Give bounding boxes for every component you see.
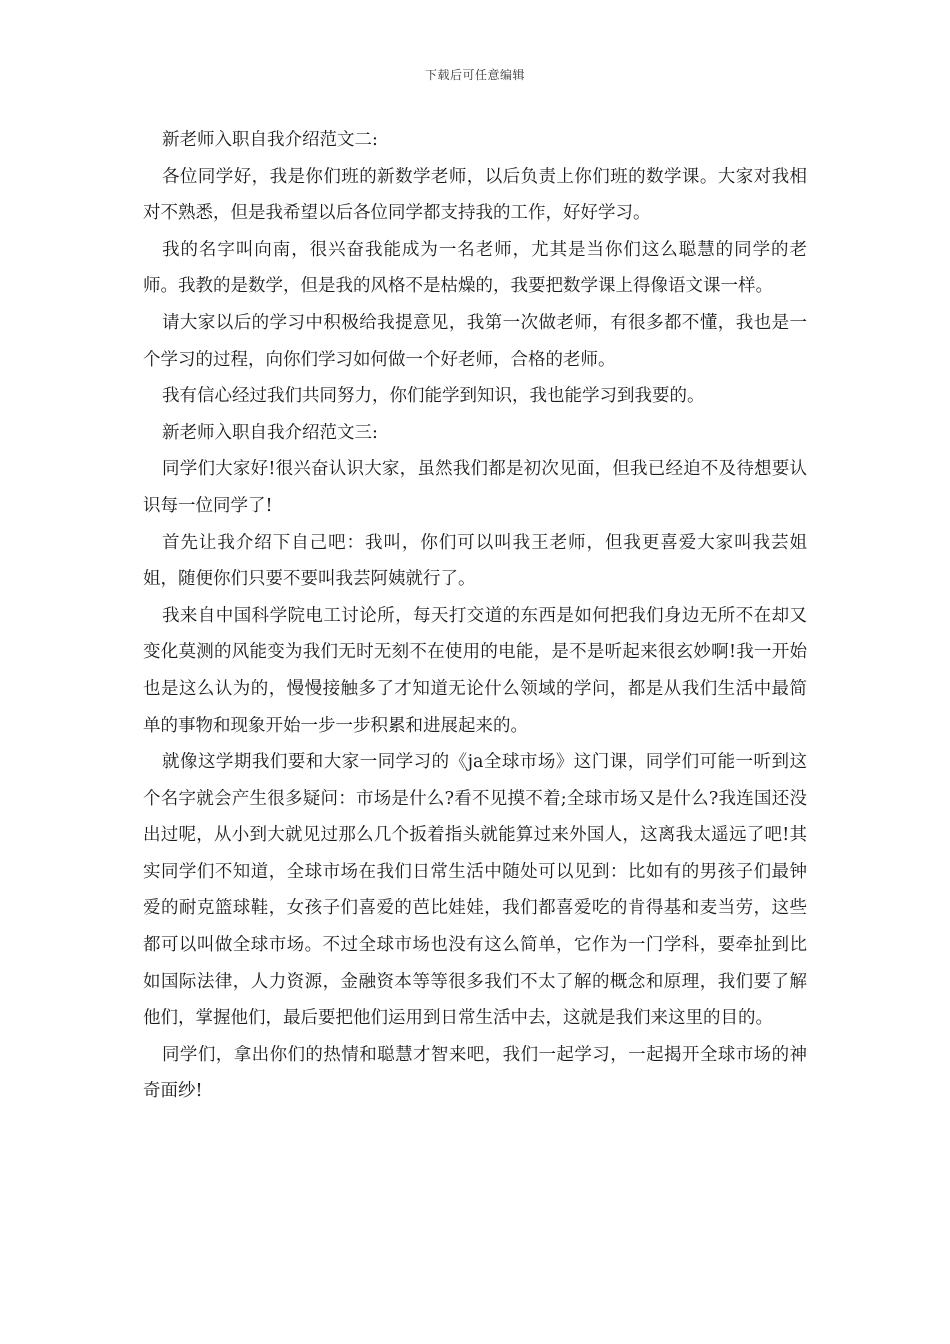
paragraph: 同学们，拿出你们的热情和聪慧才智来吧，我们一起学习，一起揭开全球市场的神奇面纱! (143, 1044, 807, 1102)
paragraph: 同学们大家好!很兴奋认识大家，虽然我们都是初次见面，但我已经迫不及待想要认识每一位同学了! (143, 459, 807, 516)
paragraph: 首先让我介绍下自己吧：我叫，你们可以叫我王老师，但我更喜爱大家叫我芸姐姐，随便你们只要不要叫我芸阿姨就行了。 (143, 532, 807, 590)
paragraph: 各位同学好，我是你们班的新数学老师，以后负责上你们班的数学课。大家对我相对不熟悉，但是我希望以后各位同学都支持我的工作，好好学习。 (143, 166, 807, 224)
paragraph: 就像这学期我们要和大家一同学习的《ja全球市场》这门课，同学们可能一听到这个名字就会产生很多疑问：市场是什么?看不见摸不着;全球市场又是什么?我连国还没出过呢，从小到大就见过那么几个扳着指头就能算过来外国人，这离我太遥远了吧!其实同学们不知道，全球市场在我们日常生活中随处可以见到：比如有的男孩子们最钟爱的耐克篮球鞋，女孩子们喜爱的芭比娃娃，我们都喜爱吃的肯得基和麦当劳，这些都可以叫做全球市场。不过全球市场也没有这么简单，它作为一门学科，要牵扯到比如国际法律，人力资源，金融资本等等很多我们不太了解的概念和原理，我们要了解他们，掌握他们，最后要把他们运用到日常生活中去，这就是我们来这里的目的。 (143, 752, 807, 1029)
paragraph: 我的名字叫向南，很兴奋我能成为一名老师，尤其是当你们这么聪慧的同学的老师。我教的是数学，但是我的风格不是枯燥的，我要把数学课上得像语文课一样。 (143, 239, 807, 297)
paragraph: 我有信心经过我们共同努力，你们能学到知识，我也能学习到我要的。 (162, 386, 705, 407)
paragraph: 我来自中国科学院电工讨论所，每天打交道的东西是如何把我们身边无所不在却又变化莫测的风能变为我们无时无刻不在使用的电能，是不是听起来很玄妙啊!我一开始也是这么认为的，慢慢接触多了才知道无论什么领域的学问，都是从我们生活中最简单的事物和现象开始一步一步积累和进展起来的。 (143, 605, 807, 736)
document-body (143, 122, 807, 1110)
page-header: 下载后可任意编辑 (424, 68, 525, 82)
paragraph: 请大家以后的学习中积极给我提意见，我第一次做老师，有很多都不懂，我也是一个学习的过程，向你们学习如何做一个好老师，合格的老师。 (143, 312, 807, 370)
section-heading-2: 新老师入职自我介绍范文二: (162, 130, 378, 150)
section-heading-3: 新老师入职自我介绍范文三: (162, 422, 378, 443)
